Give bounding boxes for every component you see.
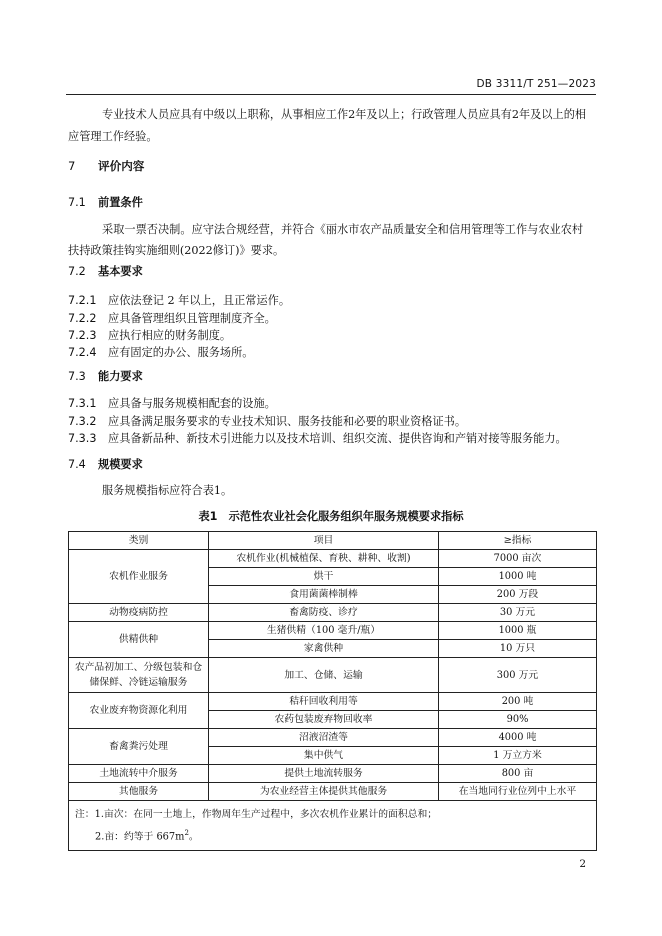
header-category: 类别 bbox=[69, 532, 209, 550]
section-7-2-number: 7.2 bbox=[68, 265, 86, 278]
category-line-1: 农产品初加工、分级包装和仓 bbox=[74, 662, 203, 673]
item-cell: 生猪供精（100 毫升/瓶） bbox=[209, 622, 439, 640]
section-7-4-text: 服务规模指标应符合表1。 bbox=[102, 484, 233, 497]
item-cell: 烘干 bbox=[209, 568, 439, 586]
table-row bbox=[69, 622, 597, 640]
clause-number: 7.3.2 bbox=[68, 415, 97, 428]
indicator-cell: 1000 瓶 bbox=[439, 622, 597, 640]
category-cell: 畜禽粪污处理 bbox=[69, 729, 209, 765]
category-cell: 农机作业服务 bbox=[69, 550, 209, 604]
section-7-heading bbox=[68, 158, 144, 174]
document-code: DB 3311/T 251—2023 bbox=[476, 78, 596, 90]
category-cell: 农业废弃物资源化利用 bbox=[69, 693, 209, 729]
note-2-text: 2.亩：约等于 667m bbox=[95, 831, 185, 843]
item-cell: 沼液沼渣等 bbox=[209, 729, 439, 747]
section-7-1-number: 7.1 bbox=[68, 196, 86, 209]
category-cell: 动物疫病防控 bbox=[69, 604, 209, 622]
category-cell bbox=[69, 658, 209, 693]
item-cell: 家禽供种 bbox=[209, 640, 439, 658]
header-indicator: ≥指标 bbox=[439, 532, 597, 550]
clause-number: 7.2.3 bbox=[68, 329, 97, 342]
section-7-2-heading bbox=[68, 263, 143, 279]
intro-line-2: 应管理工作经验。 bbox=[68, 130, 158, 143]
indicator-cell: 90% bbox=[439, 711, 597, 729]
category-cell: 其他服务 bbox=[69, 783, 209, 801]
section-7-4-heading bbox=[68, 456, 143, 472]
table-row bbox=[69, 604, 597, 622]
item-cell: 为农业经营主体提供其他服务 bbox=[209, 783, 439, 801]
clause-7-3-3 bbox=[68, 428, 567, 449]
section-7-title: 评价内容 bbox=[98, 159, 145, 173]
table-note bbox=[69, 801, 597, 851]
clause-number: 7.3.1 bbox=[68, 397, 97, 410]
section-7-number: 7 bbox=[68, 159, 76, 173]
clause-text: 应依法登记 2 年以上，且正常运作。 bbox=[108, 294, 291, 307]
service-scale-table bbox=[68, 531, 597, 851]
header-rule bbox=[66, 94, 596, 95]
indicator-cell: 4000 吨 bbox=[439, 729, 597, 747]
table-row bbox=[69, 550, 597, 568]
table-row bbox=[69, 658, 597, 693]
section-7-3-title: 能力要求 bbox=[98, 370, 143, 383]
table-caption: 表1 示范性农业社会化服务组织年服务规模要求指标 bbox=[198, 510, 464, 523]
indicator-cell: 200 吨 bbox=[439, 693, 597, 711]
table-row bbox=[69, 693, 597, 711]
clause-number: 7.2.4 bbox=[68, 346, 97, 359]
section-7-1-line-1: 采取一票否决制。应守法合规经营，并符合《丽水市农产品质量安全和信用管理等工作与农业农村 bbox=[102, 223, 584, 236]
indicator-cell: 1000 吨 bbox=[439, 568, 597, 586]
table-note-row bbox=[69, 801, 597, 851]
item-cell: 秸秆回收利用等 bbox=[209, 693, 439, 711]
item-cell: 加工、仓储、运输 bbox=[209, 658, 439, 693]
note-line-2 bbox=[75, 824, 590, 846]
page-number: 2 bbox=[579, 858, 586, 870]
header-item: 项目 bbox=[209, 532, 439, 550]
intro-line-1: 专业技术人员应具有中级以上职称，从事相应工作2年及以上；行政管理人员应具有2年及以上的相 bbox=[102, 108, 587, 121]
section-7-1-title: 前置条件 bbox=[98, 196, 143, 209]
section-7-1-heading bbox=[68, 194, 143, 210]
section-7-4-number: 7.4 bbox=[68, 458, 86, 471]
clause-text: 应具备新品种、新技术引进能力以及技术培训、组织交流、提供咨询和产销对接等服务能力。 bbox=[108, 432, 567, 445]
item-cell: 畜禽防疫、诊疗 bbox=[209, 604, 439, 622]
section-7-3-number: 7.3 bbox=[68, 370, 86, 383]
indicator-cell: 300 万元 bbox=[439, 658, 597, 693]
category-line-2: 储保鲜、冷链运输服务 bbox=[89, 677, 188, 688]
clause-text: 应具备与服务规模相配套的设施。 bbox=[108, 397, 276, 410]
clause-number: 7.3.3 bbox=[68, 432, 97, 445]
note-2-superscript: 2 bbox=[184, 829, 189, 837]
indicator-cell: 10 万只 bbox=[439, 640, 597, 658]
clause-text: 应有固定的办公、服务场所。 bbox=[108, 346, 254, 359]
indicator-cell: 在当地同行业位列中上水平 bbox=[439, 783, 597, 801]
clause-7-2-4 bbox=[68, 342, 253, 363]
section-7-3-heading bbox=[68, 368, 143, 384]
indicator-cell: 1 万立方米 bbox=[439, 747, 597, 765]
indicator-cell: 30 万元 bbox=[439, 604, 597, 622]
section-7-2-title: 基本要求 bbox=[98, 265, 143, 278]
clause-number: 7.2.1 bbox=[68, 294, 97, 307]
section-7-1-line-2: 扶持政策挂钩实施细则(2022修订)》要求。 bbox=[68, 244, 285, 257]
item-cell: 集中供气 bbox=[209, 747, 439, 765]
note-1-text: 1.亩次：在同一土地上，作物周年生产过程中，多次农机作业累计的面积总和； bbox=[94, 809, 438, 820]
note-label: 注： bbox=[75, 809, 95, 820]
table-row bbox=[69, 765, 597, 783]
table-row bbox=[69, 783, 597, 801]
note-2-suffix: 。 bbox=[188, 831, 199, 843]
indicator-cell: 7000 亩次 bbox=[439, 550, 597, 568]
item-cell: 农药包装废弃物回收率 bbox=[209, 711, 439, 729]
category-cell: 供精供种 bbox=[69, 622, 209, 658]
clause-text: 应具备满足服务要求的专业技术知识、服务技能和必要的职业资格证书。 bbox=[108, 415, 467, 428]
section-7-4-title: 规模要求 bbox=[98, 458, 143, 471]
item-cell: 食用菌菌棒制棒 bbox=[209, 586, 439, 604]
clause-text: 应具备管理组织且管理制度齐全。 bbox=[108, 312, 276, 325]
note-line-1 bbox=[75, 805, 590, 824]
indicator-cell: 800 亩 bbox=[439, 765, 597, 783]
clause-text: 应执行相应的财务制度。 bbox=[108, 329, 232, 342]
table-row bbox=[69, 729, 597, 747]
item-cell: 农机作业(机械植保、育秧、耕种、收割) bbox=[209, 550, 439, 568]
table-header-row bbox=[69, 532, 597, 550]
indicator-cell: 200 万段 bbox=[439, 586, 597, 604]
item-cell: 提供土地流转服务 bbox=[209, 765, 439, 783]
category-cell: 土地流转中介服务 bbox=[69, 765, 209, 783]
clause-number: 7.2.2 bbox=[68, 312, 97, 325]
